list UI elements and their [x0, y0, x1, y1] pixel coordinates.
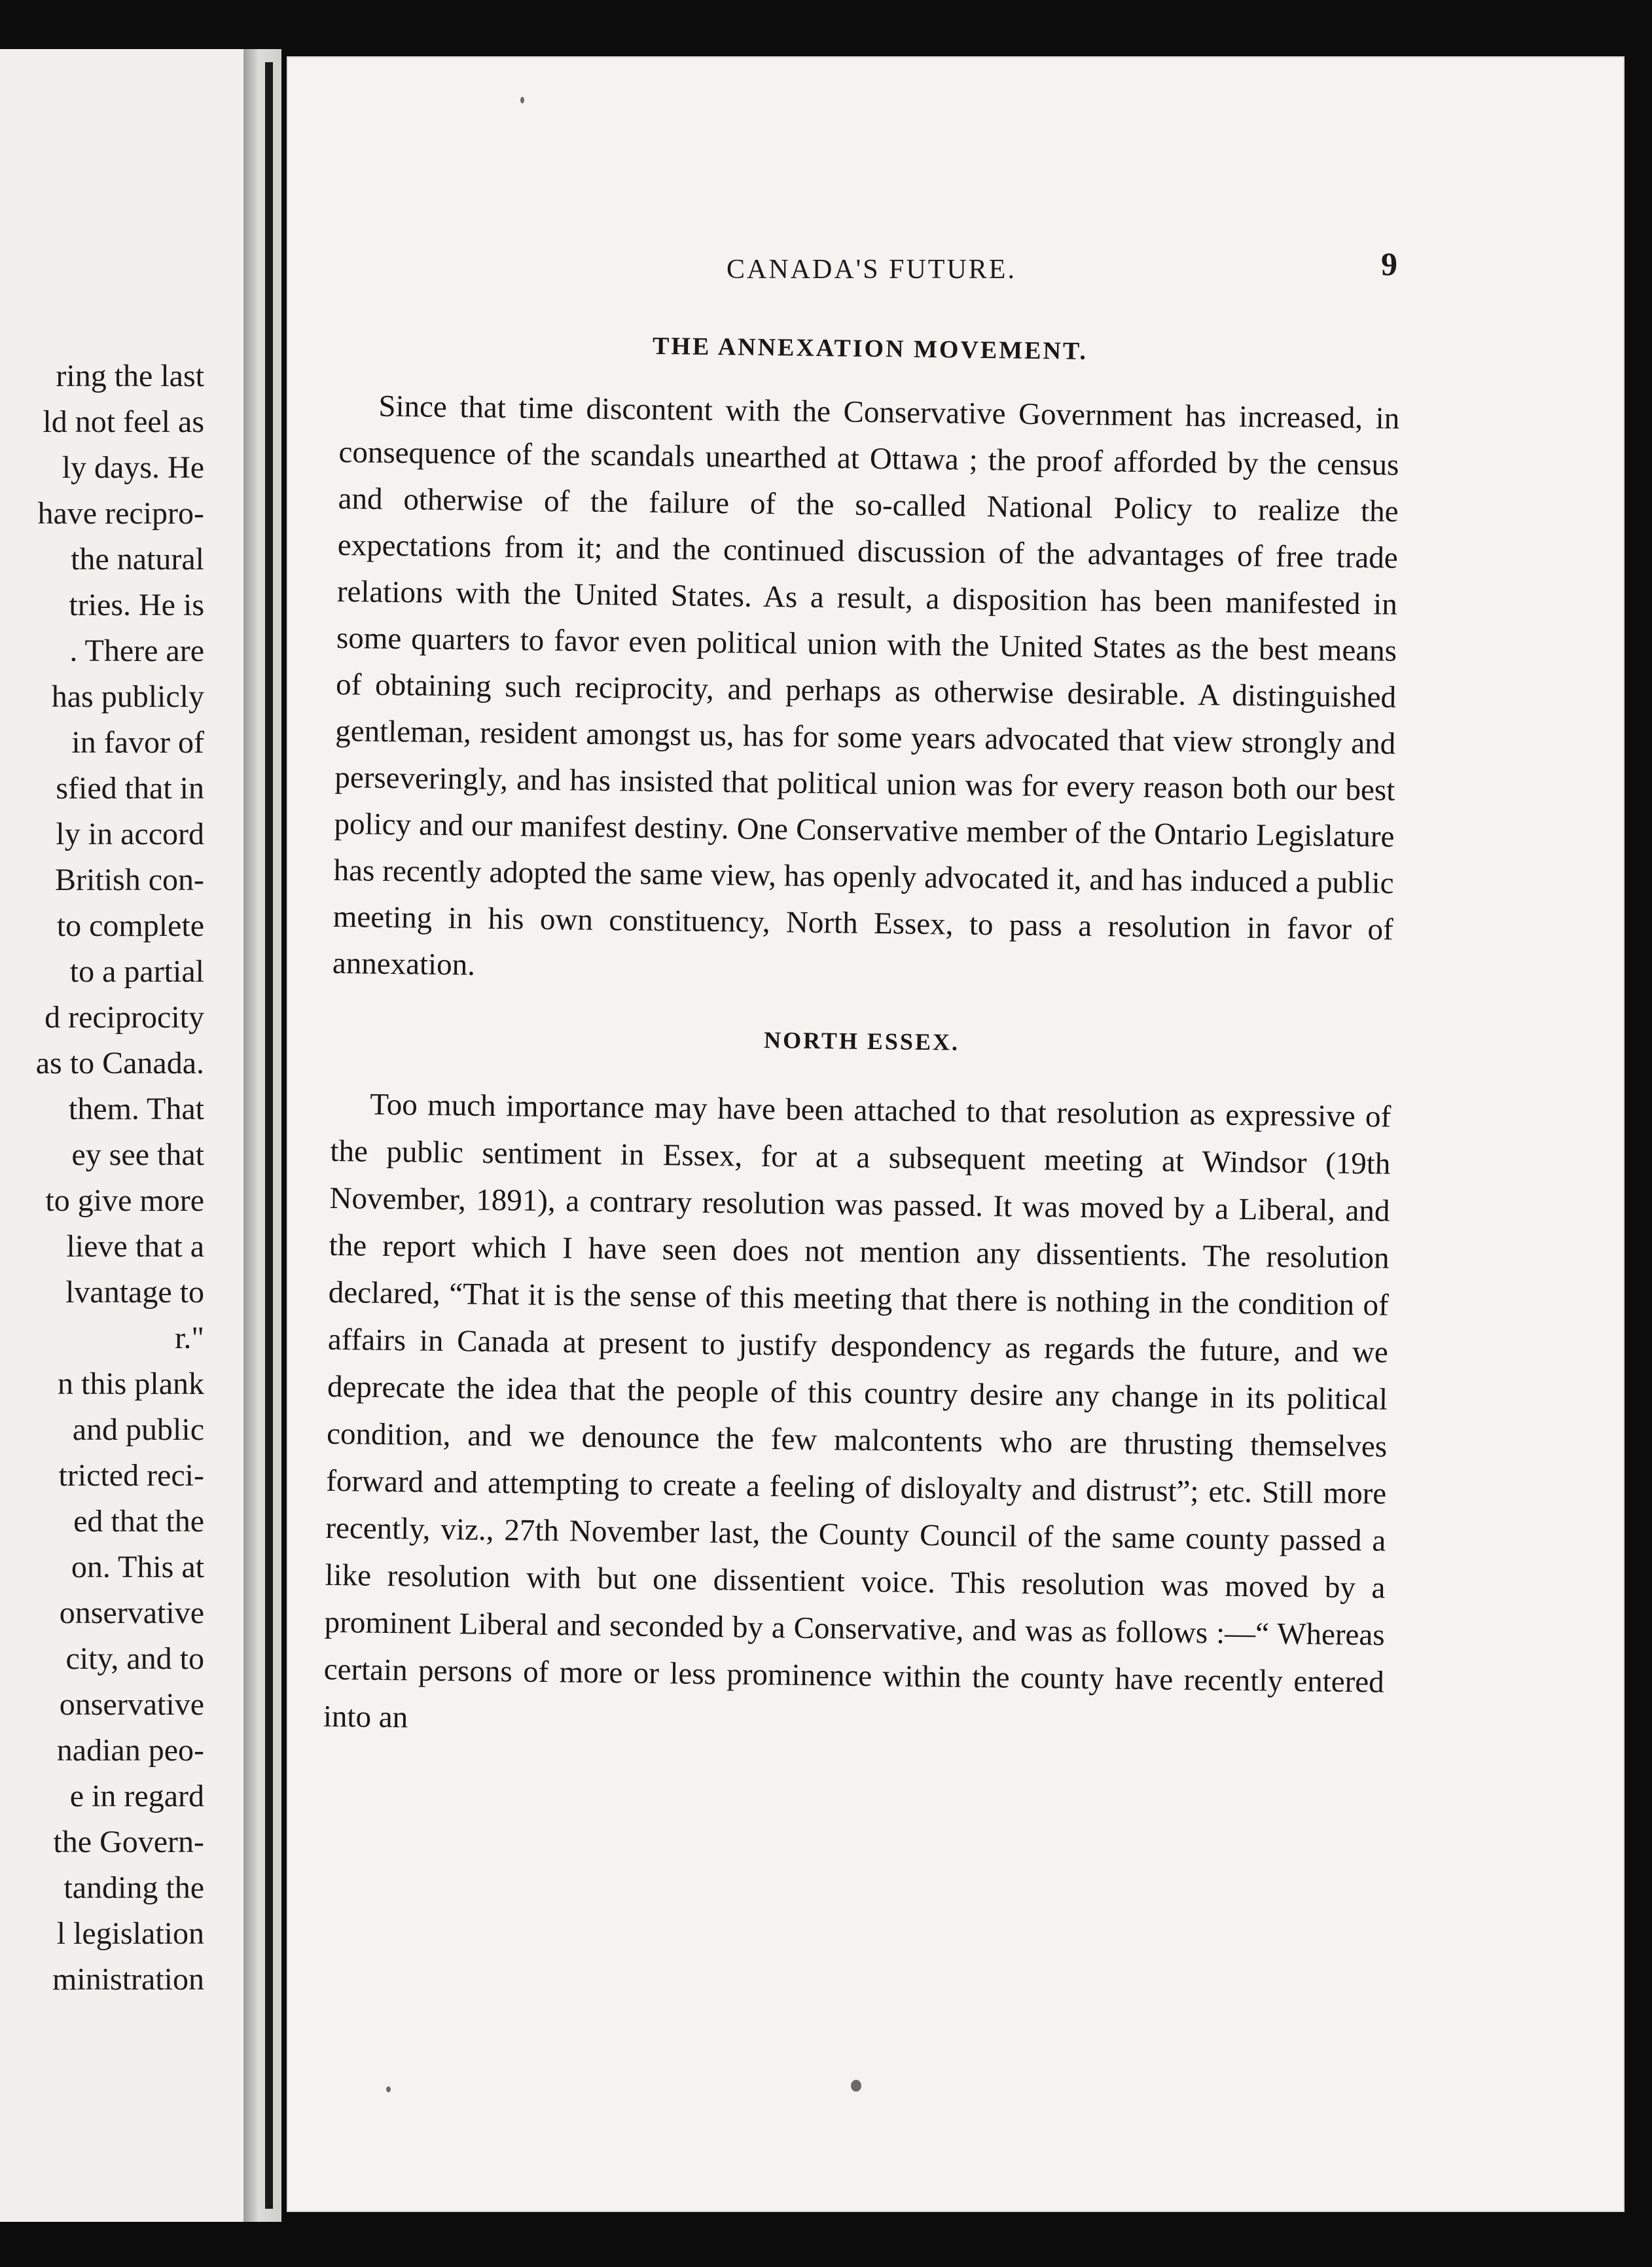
previous-page-line: . There are	[69, 634, 204, 668]
previous-page-line: tricted reci-	[58, 1458, 204, 1493]
paragraph-north-essex: Too much importance may have been attached to that resolution as expressive of the public sentiment in Essex, for at a subsequent meeting at Windsor (19th November, 1891), a contrary resolution was passed. It was moved by a Liberal, and the report which I have seen does not mention any dissentients. The resolution declared, “That it is the sense of this meeting that there is nothing in the condition of affairs in Canada at present to justify despondency as regards the future, and we deprecate the idea that the people of this country desire any change in its political condition, and we denounce the few malcontents who are thrusting themselves forward and attempting to create a feeling of disloyalty and distrust”; etc. Still more recently, viz., 27th November last, the County Council of the same county passed a like resolution with but one dissentient voice. This resolution was moved by a prominent Liberal and seconded by a Conservative, and was as follows :—“ Whereas certain persons of more or less prominence within the county have recently entered into an	[323, 1087, 1392, 1735]
previous-page-line: onservative	[59, 1596, 204, 1630]
previous-page-line: tanding the	[63, 1870, 204, 1905]
page-number: 9	[1381, 245, 1397, 282]
scan-speck	[386, 2086, 391, 2092]
previous-page-line: lieve that a	[66, 1229, 204, 1264]
previous-page-line: d reciprocity	[45, 1000, 204, 1035]
previous-page-line: them. That	[68, 1092, 204, 1126]
previous-page-line: in favor of	[71, 725, 204, 760]
page-body	[323, 319, 1400, 1753]
current-page	[288, 58, 1623, 2211]
previous-page-line: ld not feel as	[43, 404, 204, 439]
previous-page-line: ring the last	[56, 359, 204, 393]
previous-page-line: British con-	[55, 863, 204, 897]
previous-page-line: to give more	[45, 1183, 204, 1218]
previous-page-line: nadian peo-	[56, 1733, 204, 1768]
previous-page-line: and public	[72, 1412, 204, 1447]
previous-page-line: ey see that	[71, 1137, 204, 1172]
previous-page-line: to complete	[56, 908, 204, 943]
previous-page-line: on. This at	[71, 1550, 204, 1584]
paragraph-annexation: Since that time discontent with the Conservative Government has increased, in consequence of the scandals unearthed at Ottawa ; the proof afforded by the census and otherwise of the failure of the so-called National Policy to realize the expectations from it; and the continued discussion of the advantages of free trade relations with the United States. As a result, a disposition has been manifested in some quarters to favor even political union with the United States as the best means of obtaining such reciprocity, and perhaps as otherwise desirable. A distinguished gentleman, resident amongst us, has for some years advocated that view strongly and perseveringly, and has insisted that political union was for every reason both our best policy and our manifest destiny. One Conservative member of the Ontario Legislature has recently adopted the same view, has openly advocated it, and has induced a public meeting in his own constituency, North Essex, to pass a resolution in favor of annexation.	[332, 389, 1400, 982]
previous-page-line: l legislation	[56, 1916, 204, 1951]
section-heading-north-essex: NORTH ESSEX.	[763, 1026, 960, 1056]
previous-page-line: the natural	[71, 542, 204, 577]
previous-page-line: city, and to	[65, 1641, 204, 1676]
previous-page-line: have recipro-	[37, 496, 204, 531]
spine-shadow	[265, 62, 273, 2209]
previous-page-line: sfied that in	[56, 771, 204, 806]
running-head: CANADA'S FUTURE.	[727, 255, 1016, 285]
previous-page-line: ministration	[52, 1962, 204, 1997]
scan-speck	[520, 97, 524, 103]
previous-page-line: ly days. He	[62, 450, 204, 485]
previous-page-line: ed that the	[73, 1504, 204, 1539]
book-gutter	[243, 49, 281, 2222]
previous-page-line: e in regard	[69, 1779, 204, 1813]
previous-page-line: n this plank	[58, 1366, 204, 1401]
previous-page-line: to a partial	[69, 954, 204, 989]
previous-page-text	[0, 353, 204, 2003]
section-heading-annexation: THE ANNEXATION MOVEMENT.	[652, 332, 1088, 365]
previous-page-line: as to Canada.	[35, 1046, 204, 1080]
previous-page-line: lvantage to	[65, 1275, 204, 1310]
page-header	[288, 245, 1623, 306]
previous-page-line: r."	[175, 1321, 204, 1355]
previous-page-line: the Govern-	[53, 1825, 204, 1859]
previous-page-fragment	[0, 49, 243, 2222]
previous-page-line: onservative	[59, 1687, 204, 1722]
previous-page-line: tries. He is	[69, 588, 204, 622]
scan-speck	[851, 2080, 861, 2092]
previous-page-line: has publicly	[51, 679, 204, 714]
previous-page-line: ly in accord	[56, 817, 204, 851]
